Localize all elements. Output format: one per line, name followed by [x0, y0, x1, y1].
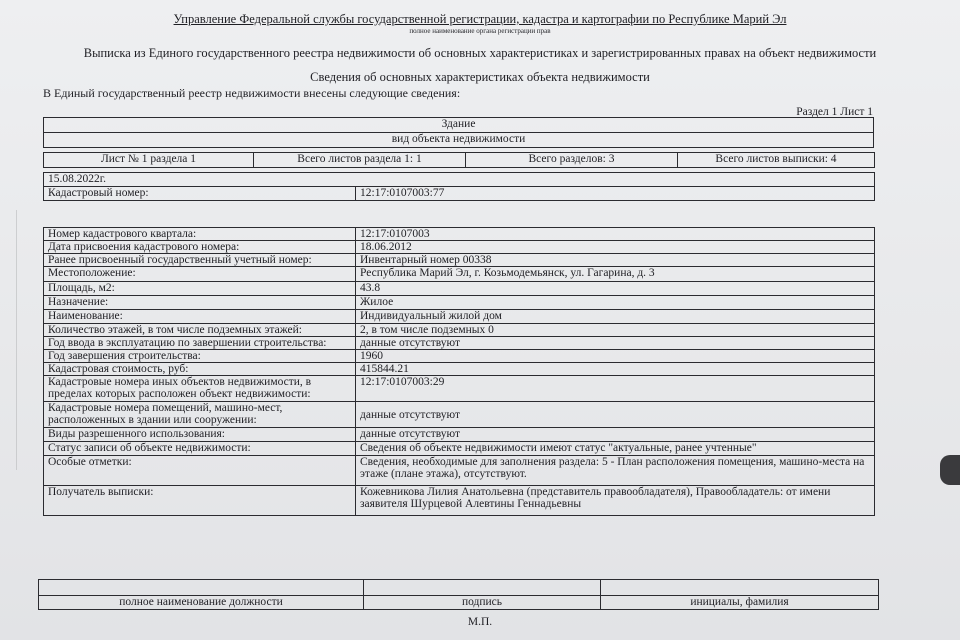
row-value: 12:17:0107003:29	[356, 376, 875, 402]
table-row	[44, 428, 875, 442]
row-label: Номер кадастрового квартала:	[44, 228, 356, 241]
row-label: Получатель выписки:	[44, 486, 356, 516]
organization-title: Управление Федеральной службы государственной регистрации, кадастра и картографии по Республике Марий Эл	[173, 12, 787, 26]
row-value: Индивидуальный жилой дом	[356, 310, 875, 324]
name-label: инициалы, фамилия	[601, 596, 879, 610]
object-type-table	[43, 117, 874, 148]
section-label: Раздел 1 Лист 1	[796, 106, 873, 118]
table-row	[44, 402, 875, 428]
sheet-number: Лист № 1 раздела 1	[44, 153, 254, 168]
total-section-sheets: Всего листов раздела 1: 1	[254, 153, 466, 168]
extract-title: Выписка из Единого государственного реестра недвижимости об основных характеристиках и зарегистрированных правах на объект недвижимости	[83, 46, 877, 60]
row-label: Местоположение:	[44, 267, 356, 282]
position-field	[39, 580, 364, 596]
total-extract-sheets: Всего листов выписки: 4	[678, 153, 875, 168]
section-title: Сведения об основных характеристиках объекта недвижимости	[310, 70, 650, 84]
table-row	[44, 324, 875, 337]
row-label: Количество этажей, в том числе подземных этажей:	[44, 324, 356, 337]
table-row	[44, 254, 875, 267]
row-label: Дата присвоения кадастрового номера:	[44, 241, 356, 254]
row-label: Особые отметки:	[44, 456, 356, 486]
table-row	[44, 376, 875, 402]
total-sections: Всего разделов: 3	[466, 153, 678, 168]
object-type-caption: вид объекта недвижимости	[44, 133, 874, 148]
row-value: 12:17:0107003	[356, 228, 875, 241]
name-field	[601, 580, 879, 596]
table-row	[44, 456, 875, 486]
signature-table	[38, 579, 879, 610]
row-value: Республика Марий Эл, г. Козьмодемьянск, ул. Гагарина, д. 3	[356, 267, 875, 282]
row-value: Кожевникова Лилия Анатольевна (представитель правообладателя), Правообладатель: от имени заявителя Шурцевой Алевтины Геннадьевны	[356, 486, 875, 516]
row-value: данные отсутствуют	[356, 428, 875, 442]
cadastral-number-value: 12:17:0107003:77	[356, 187, 875, 201]
row-value: 415844.21	[356, 363, 875, 376]
table-row	[44, 241, 875, 254]
object-type: Здание	[44, 118, 874, 133]
row-value: 2, в том числе подземных 0	[356, 324, 875, 337]
cadastral-number-label: Кадастровый номер:	[44, 187, 356, 201]
position-label: полное наименование должности	[39, 596, 364, 610]
row-value: 18.06.2012	[356, 241, 875, 254]
intro-text: В Единый государственный реестр недвижимости внесены следующие сведения:	[43, 86, 461, 100]
row-value: данные отсутствуют	[356, 402, 875, 428]
row-label: Кадастровая стоимость, руб:	[44, 363, 356, 376]
cadastral-table	[43, 172, 875, 201]
table-row	[44, 486, 875, 516]
table-row	[44, 228, 875, 241]
row-value: Сведения об объекте недвижимости имеют статус "актуальные, ранее учтенные"	[356, 442, 875, 456]
row-value: Инвентарный номер 00338	[356, 254, 875, 267]
row-label: Год завершения строительства:	[44, 350, 356, 363]
table-row	[44, 282, 875, 296]
table-row	[44, 296, 875, 310]
table-row	[44, 350, 875, 363]
stamp-place: М.П.	[467, 616, 493, 628]
table-row	[44, 363, 875, 376]
table-row	[44, 337, 875, 350]
row-label: Наименование:	[44, 310, 356, 324]
page-edge-mark	[16, 210, 25, 470]
table-row	[44, 310, 875, 324]
row-label: Ранее присвоенный государственный учетный номер:	[44, 254, 356, 267]
row-label: Виды разрешенного использования:	[44, 428, 356, 442]
extract-date: 15.08.2022г.	[44, 173, 875, 187]
sheets-table	[43, 152, 875, 168]
row-label: Площадь, м2:	[44, 282, 356, 296]
row-value: Жилое	[356, 296, 875, 310]
organization-note: полное наименование органа регистрации прав	[409, 27, 551, 35]
row-label: Кадастровые номера иных объектов недвижимости, в пределах которых расположен объект недвижимости:	[44, 376, 356, 402]
signature-field	[364, 580, 601, 596]
row-value: 43.8	[356, 282, 875, 296]
binder-clip	[940, 455, 960, 485]
row-label: Статус записи об объекте недвижимости:	[44, 442, 356, 456]
signature-label: подпись	[364, 596, 601, 610]
row-value: Сведения, необходимые для заполнения раздела: 5 - План расположения помещения, машино-места на этаже (плане этажа), отсутствуют.	[356, 456, 875, 486]
table-row	[44, 442, 875, 456]
row-label: Назначение:	[44, 296, 356, 310]
row-value: данные отсутствуют	[356, 337, 875, 350]
row-label: Кадастровые номера помещений, машино-мест, расположенных в здании или сооружении:	[44, 402, 356, 428]
characteristics-table	[43, 227, 875, 516]
table-row	[44, 267, 875, 282]
row-label: Год ввода в эксплуатацию по завершении строительства:	[44, 337, 356, 350]
row-value: 1960	[356, 350, 875, 363]
